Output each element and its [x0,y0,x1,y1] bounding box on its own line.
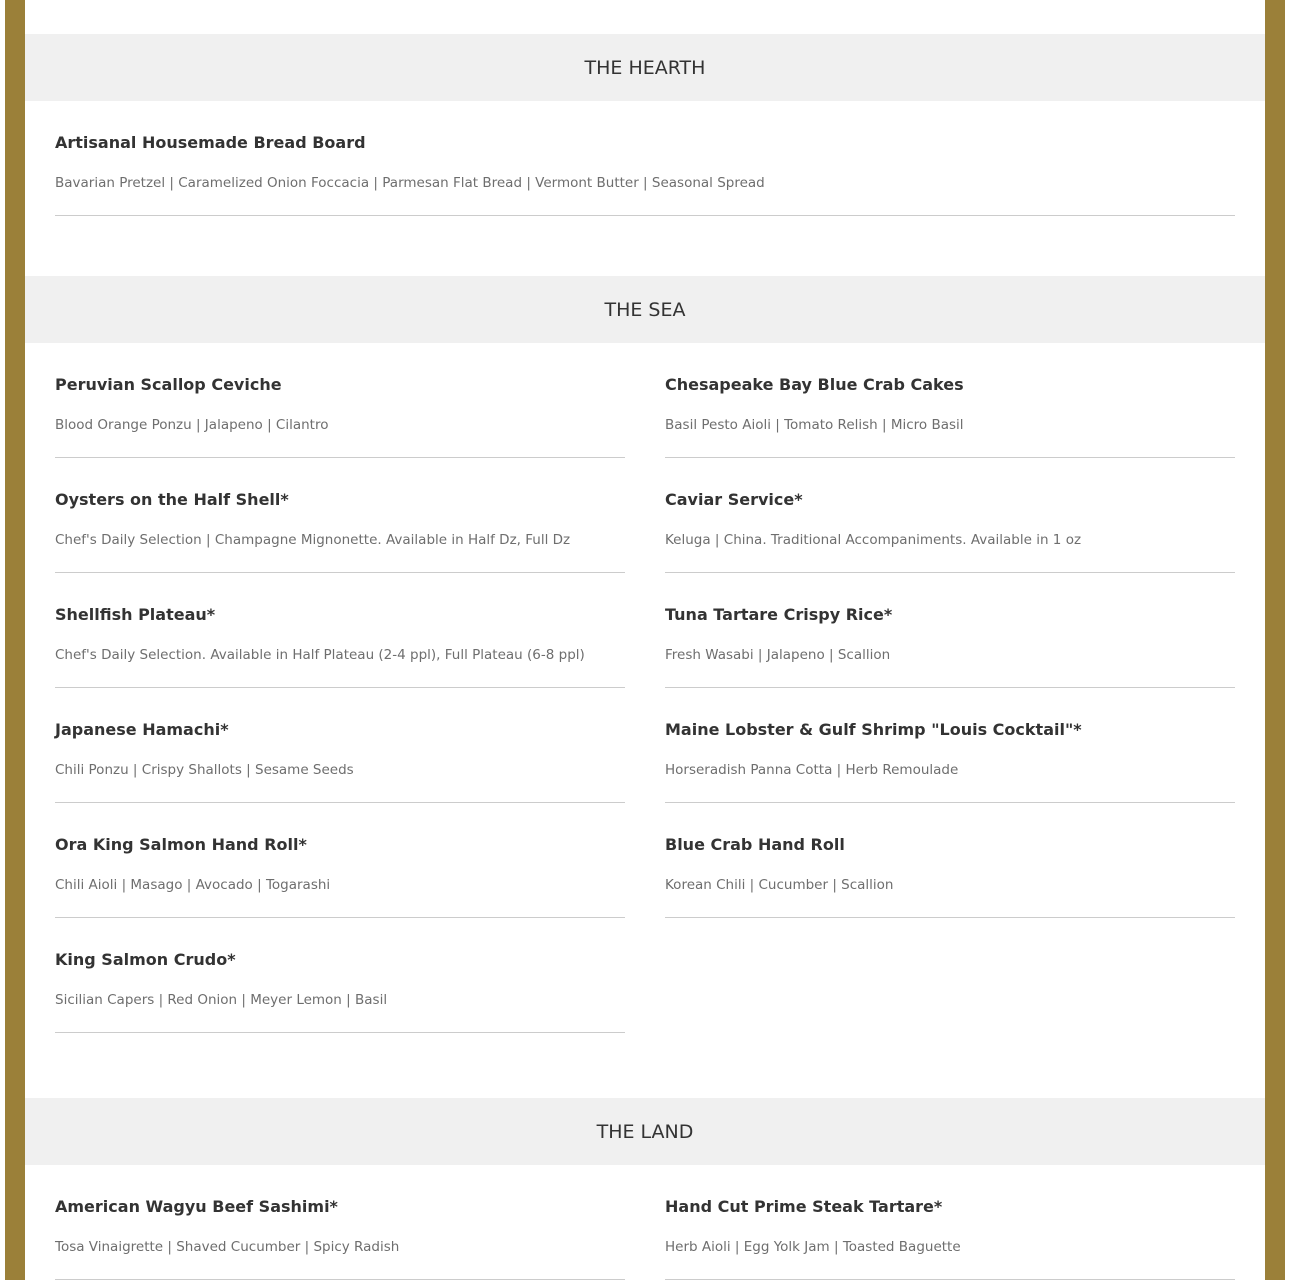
menu-item-description: Chef's Daily Selection | Champagne Mignonette. Available in Half Dz, Full Dz [55,532,571,548]
menu-item-description: Tosa Vinaigrette | Shaved Cucumber | Spicy Radish [55,1239,400,1255]
menu-item [55,490,625,573]
menu-item-name: Peruvian Scallop Ceviche [55,375,282,394]
menu-item [665,720,1235,803]
menu-item-description: Blood Orange Ponzu | Jalapeno | Cilantro [55,417,329,433]
menu-item-name: Artisanal Housemade Bread Board [55,133,366,152]
menu-item-name: Shellfish Plateau* [55,605,216,624]
menu-item-name: Tuna Tartare Crispy Rice* [665,605,893,624]
menu-item [55,1197,625,1280]
section-header-land [25,1098,1265,1165]
menu-item-description: Horseradish Panna Cotta | Herb Remoulade [665,762,959,778]
menu-item-description: Chili Ponzu | Crispy Shallots | Sesame Seeds [55,762,354,778]
section-header-hearth [25,34,1265,101]
section-title: THE LAND [596,1120,694,1143]
menu-item-description: Korean Chili | Cucumber | Scallion [665,877,894,893]
menu-item [55,835,625,918]
menu-item-name: King Salmon Crudo* [55,950,236,969]
menu-item-description: Chili Aioli | Masago | Avocado | Togarashi [55,877,331,893]
menu-item [55,605,625,688]
menu-item [665,1197,1235,1280]
menu-item-description: Chef's Daily Selection. Available in Half Plateau (2-4 ppl), Full Plateau (6-8 ppl) [55,647,585,663]
menu-item-name: Maine Lobster & Gulf Shrimp "Louis Cocktail"* [665,720,1082,739]
section-title: THE HEARTH [584,56,706,79]
menu-item [665,605,1235,688]
menu-page [25,0,1265,1280]
menu-item-name: Blue Crab Hand Roll [665,835,845,854]
menu-item [665,835,1235,918]
menu-item [665,490,1235,573]
menu-item-description: Bavarian Pretzel | Caramelized Onion Foccacia | Parmesan Flat Bread | Vermont Butter | Seasonal Spread [55,175,765,191]
menu-item [55,950,625,1033]
menu-item-name: American Wagyu Beef Sashimi* [55,1197,338,1216]
menu-item-name: Caviar Service* [665,490,803,509]
menu-item [665,375,1235,458]
menu-item-name: Japanese Hamachi* [55,720,229,739]
section-title: THE SEA [604,298,686,321]
menu-item-name: Chesapeake Bay Blue Crab Cakes [665,375,964,394]
menu-item-description: Herb Aioli | Egg Yolk Jam | Toasted Baguette [665,1239,961,1255]
menu-item-description: Basil Pesto Aioli | Tomato Relish | Micro Basil [665,417,964,433]
section-header-sea [25,276,1265,343]
menu-item-name: Oysters on the Half Shell* [55,490,289,509]
menu-item-description: Keluga | China. Traditional Accompaniments. Available in 1 oz [665,532,1082,548]
menu-item-name: Hand Cut Prime Steak Tartare* [665,1197,943,1216]
menu-item-description: Sicilian Capers | Red Onion | Meyer Lemon | Basil [55,992,388,1008]
menu-item [55,133,1235,216]
menu-item [55,720,625,803]
menu-item [55,375,625,458]
menu-item-name: Ora King Salmon Hand Roll* [55,835,307,854]
menu-item-description: Fresh Wasabi | Jalapeno | Scallion [665,647,891,663]
